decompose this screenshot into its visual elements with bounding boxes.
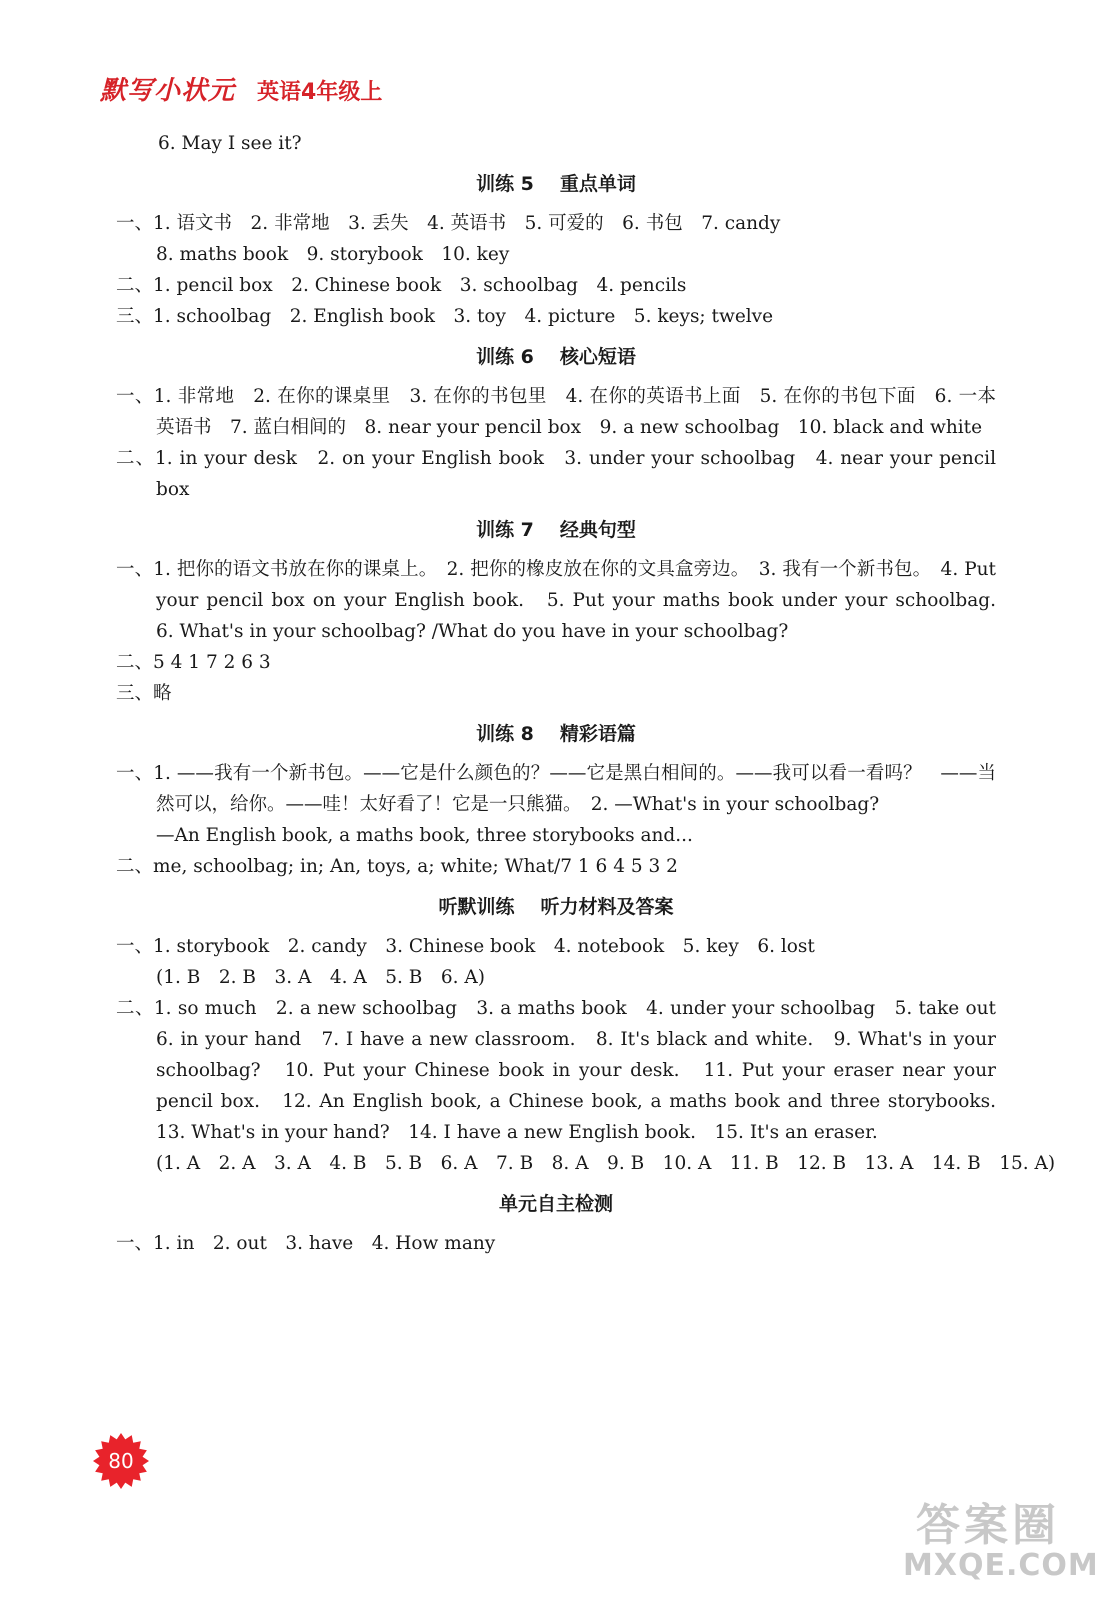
answer-line: 8. maths book 9. storybook 10. key: [156, 244, 510, 265]
section-number: 训练 8: [476, 723, 534, 745]
page-number: 80: [108, 1449, 134, 1473]
answer-line: 二、1. in your desk 2. on your English book 3. under your schoolbag 4. near your pencil box: [116, 448, 996, 500]
answer-line: 一、1. 非常地 2. 在你的课桌里 3. 在你的书包里 4. 在你的英语书上面 5. 在你的书包下面 6. 一本英语书 7. 蓝白相间的 8. near your pencil box 9. a new schoolbag 10. black and white: [116, 386, 996, 438]
answer-line: 三、1. schoolbag 2. English book 3. toy 4. picture 5. keys; twelve: [116, 306, 774, 327]
section-heading: 重点单词: [559, 173, 636, 195]
answer-line: 一、1. ——我有一个新书包。——它是什么颜色的？——它是黑白相间的。——我可以看一看吗？ ——当然可以，给你。——哇！太好看了！它是一只熊猫。 2. —What's in your schoolbag?: [116, 763, 996, 815]
answer-line: 一、1. 把你的语文书放在你的课桌上。 2. 把你的橡皮放在你的文具盒旁边。 3. 我有一个新书包。 4. Put your pencil box on your English book. 5. Put your maths book under your schoolbag. 6. What's in your schoolbag? /What do you have in your schoolbag?: [116, 559, 1015, 642]
section-number: 训练 5: [476, 173, 534, 195]
answer-line: 一、1. storybook 2. candy 3. Chinese book 4. notebook 5. key 6. lost: [116, 936, 815, 957]
answer-line: (1. A 2. A 3. A 4. B 5. B 6. A 7. B 8. A 9. B 10. A 11. B 12. B 13. A 14. B 15. A): [156, 1153, 1056, 1174]
section-number: 训练 6: [476, 346, 534, 368]
brand-title: 默写小状元: [100, 76, 236, 106]
section-number: 训练 7: [476, 519, 534, 541]
section-title: [116, 892, 996, 923]
section-number: 听默训练: [438, 896, 515, 918]
watermark: [903, 1500, 1099, 1583]
answer-content: [116, 128, 1056, 1259]
answer-line: 二、5 4 1 7 2 6 3: [116, 652, 271, 673]
answer-line: 一、1. 语文书 2. 非常地 3. 丢失 4. 英语书 5. 可爱的 6. 书包 7. candy: [116, 213, 781, 234]
answer-line: 一、1. in 2. out 3. have 4. How many: [116, 1233, 496, 1254]
answer-line: 二、me, schoolbag; in; An, toys, a; white; What/7 1 6 4 5 3 2: [116, 856, 678, 877]
section-title: [116, 1189, 996, 1220]
watermark-top: 答案圈: [916, 1500, 1060, 1551]
top-line: 6. May I see it?: [158, 133, 302, 154]
section-heading: 经典句型: [559, 519, 636, 541]
section-number: 单元自主检测: [498, 1193, 613, 1215]
section-title: [116, 515, 996, 546]
answer-line: 二、1. so much 2. a new schoolbag 3. a maths book 4. under your schoolbag 5. take out 6. in your hand 7. I have a new classroom. 8. It's black and white. 9. What's in your schoolbag? 10. Put your Chinese book in your desk. 11. Put your eraser near your pencil box. 12. An English book, a Chinese book, a maths book and three storybooks. 13. What's in your hand? 14. I have a new English book. 15. It's an eraser.: [116, 998, 1015, 1143]
sections-container: [116, 169, 1056, 1259]
answer-line: (1. B 2. B 3. A 4. A 5. B 6. A): [156, 967, 485, 988]
section-heading: 精彩语篇: [559, 723, 636, 745]
answer-line: 三、略: [116, 683, 172, 704]
section-title: [116, 719, 996, 750]
section-title: [116, 342, 996, 373]
subject-title: 英语4年级上: [257, 80, 383, 105]
answer-line: 二、1. pencil box 2. Chinese book 3. schoolbag 4. pencils: [116, 275, 687, 296]
section-heading: 听力材料及答案: [540, 896, 674, 918]
answer-line: —An English book, a maths book, three storybooks and...: [156, 825, 693, 846]
section-heading: 核心短语: [559, 346, 636, 368]
watermark-bottom: MXQE.COM: [903, 1548, 1099, 1583]
page-header: [100, 70, 382, 107]
section-title: [116, 169, 996, 200]
